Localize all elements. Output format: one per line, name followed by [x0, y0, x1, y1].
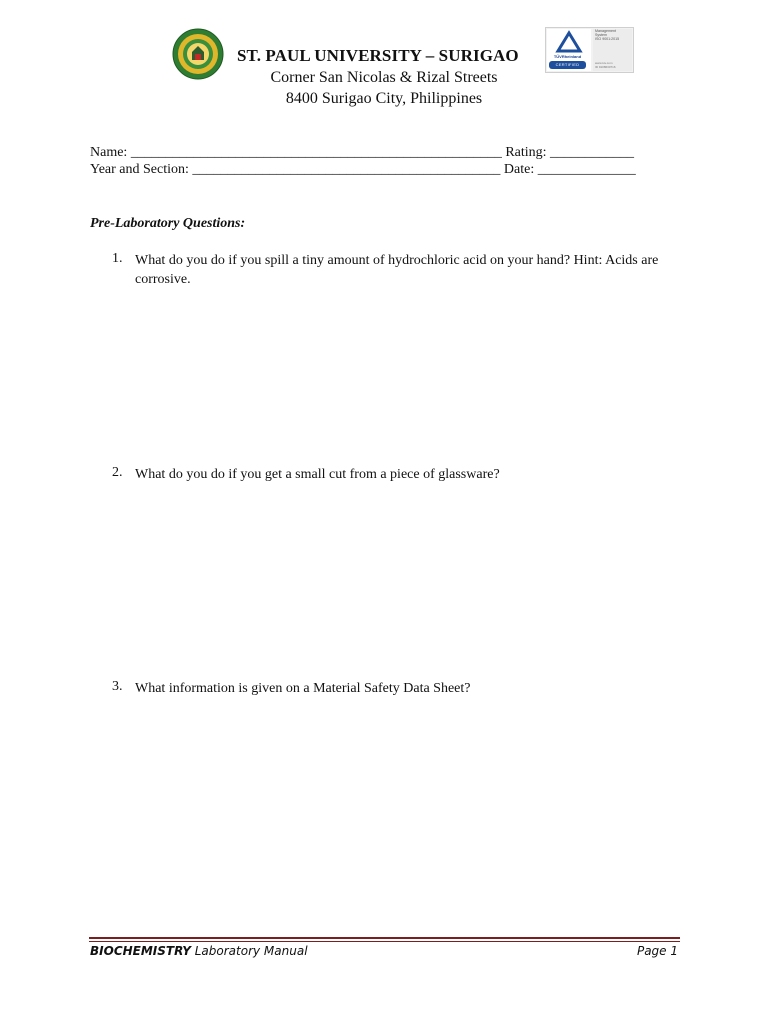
question-text: What do you do if you spill a tiny amount of hydrochloric acid on your hand? Hint: Acids are corrosive.: [135, 253, 659, 287]
address-line-2: 8400 Surigao City, Philippines: [285, 90, 483, 107]
question-number: 3.: [112, 679, 123, 694]
question-text: What information is given on a Material Safety Data Sheet?: [135, 681, 471, 696]
certification-footer: www.tuv.com ID 9108630716: [595, 61, 616, 69]
footer-divider-thin: [89, 941, 680, 942]
footer-manual: Laboratory Manual: [194, 944, 308, 958]
address-line-1: Corner San Nicolas & Rizal Streets: [270, 69, 498, 86]
year-section-date-line: Year and Section: ____________________________________________ Date: ______________: [90, 162, 636, 177]
certification-brand: TÜVRheinland: [553, 54, 582, 59]
page-number: Page 1: [636, 944, 678, 958]
footer-divider: [89, 937, 680, 939]
question-number: 1.: [112, 251, 123, 266]
name-rating-line: Name: _____________________________________________________ Rating: ____________: [90, 145, 635, 160]
footer-manual-title: [90, 944, 308, 958]
university-name: ST. PAUL UNIVERSITY – SURIGAO: [237, 46, 519, 65]
question-number: 2.: [112, 465, 123, 480]
section-title: Pre-Laboratory Questions:: [90, 216, 246, 231]
certification-text: Management System ISO 9001:2015: [595, 29, 620, 42]
certification-badge: CERTIFIED: [549, 61, 586, 69]
question-text: What do you do if you get a small cut from a piece of glassware?: [135, 467, 500, 482]
footer-subject: BIOCHEMISTRY: [90, 944, 191, 958]
